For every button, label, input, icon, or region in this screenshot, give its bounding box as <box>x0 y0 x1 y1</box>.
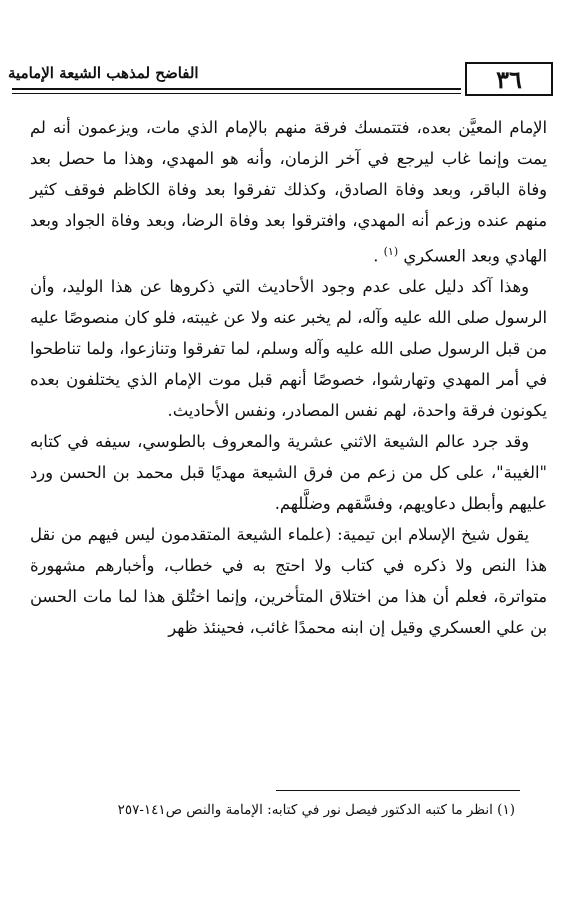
paragraph-3: وقد جرد عالم الشيعة الاثني عشرية والمعروف بالطوسي، سيفه في كتابه "الغيبة"، على كل من زعم من فرق الشيعة مهديًا قبل محمد بن الحسن ورد عليهم وأبطل دعاويهم، وفسَّقهم وضلَّلهم. <box>30 432 547 514</box>
footnote: (١) انظر ما كتبه الدكتور فيصل نور في كتابه: الإمامة والنص ص١٤١-٢٥٧ <box>117 802 515 818</box>
paragraph-1-text: الإمام المعيَّن بعده، فتتمسك فرقة منهم بالإمام الذي مات، ويزعمون أنه لم يمت وإنما غاب ليرجع في آخر الزمان، وأنه هو المهدي، وهذا ما حصل بعد وفاة الباقر، وبعد وفاة الصادق، وكذلك تفرقوا بعد وفاة الكاظم فوقف كثير منهم عنده وزعم أنه المهدي، وافترقوا بعد وفاة الرضا، وبعد وفاة الجواد وبعد الهادي وبعد العسكري <box>30 118 547 266</box>
paragraph-4: يقول شيخ الإسلام ابن تيمية: (علماء الشيعة المتقدمون ليس فيهم من نقل هذا النص ولا ذكره في كتاب ولا احتج به في خطاب، وأخبارهم مشهورة متواترة، فعلم أن هذا من اختلاق المتأخرين، وإنما اختُلق هذا لما مات الحسن بن علي العسكري وقيل إن ابنه محمدًا غائب، فحينئذ ظهر <box>30 525 547 638</box>
body-text <box>30 112 547 643</box>
running-title: الفاضح لمذهب الشيعة الإمامية <box>8 64 199 82</box>
page-number: ٣٦ <box>465 62 553 96</box>
paragraph-2: وهذا آكد دليل على عدم وجود الأحاديث التي ذكروها عن هذا الوليد، وأن الرسول صلى الله عليه وآله، لم يخبر عنه ولا عن غيبته، فلو كان منصوصًا عليه من قبل الرسول صلى الله عليه وآله وسلم، لما تفرقوا وتنازعوا، ولما تناطحوا في أمر المهدي وتهارشوا، خصوصًا أنهم قبل موت الإمام الذي يختلفون بعده يكونون فرقة واحدة، لهم نفس المصادر، ونفس الأحاديث. <box>30 277 547 421</box>
footnote-divider <box>276 790 520 791</box>
paragraph-1: الإمام المعيَّن بعده، فتتمسك فرقة منهم بالإمام الذي مات، ويزعمون أنه لم يمت وإنما غاب ليرجع في آخر الزمان، وأنه هو المهدي، وهذا ما حصل بعد وفاة الباقر، وبعد وفاة الصادق، وكذلك تفرقوا بعد وفاة الكاظم فوقف كثير منهم عنده وزعم أنه المهدي، وافترقوا بعد وفاة الرضا، وبعد وفاة الجواد وبعد الهادي وبعد العسكري $^{(١)}$ . <box>30 118 547 266</box>
page-header <box>0 62 571 100</box>
footnote-reference: (١) <box>383 245 399 258</box>
header-rule <box>12 88 461 94</box>
